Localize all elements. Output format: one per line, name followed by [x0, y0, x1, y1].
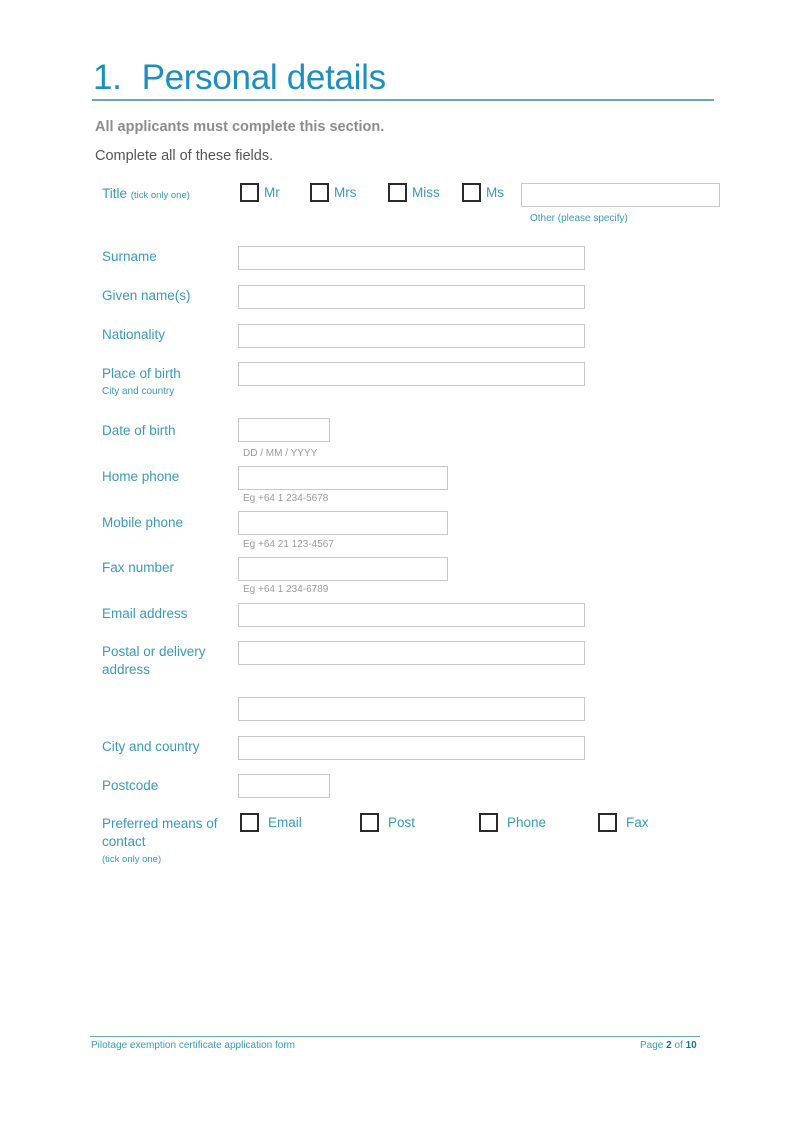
fax-number-label: Fax number: [102, 560, 175, 575]
postal-address-input-line1[interactable]: [238, 641, 585, 665]
page-prefix: Page: [640, 1040, 664, 1051]
postal-address-label-line1: Postal or delivery: [102, 644, 206, 659]
date-of-birth-label: Date of birth: [102, 423, 176, 438]
preferred-contact-label-line1: Preferred means of: [102, 816, 218, 831]
place-of-birth-input[interactable]: [238, 362, 585, 386]
home-phone-label: Home phone: [102, 469, 180, 484]
fax-number-input[interactable]: [238, 557, 448, 581]
fax-number-hint: Eg +64 1 234-6789: [243, 584, 329, 595]
contact-post-label: Post: [388, 815, 416, 830]
given-names-label: Given name(s): [102, 288, 191, 303]
page-title: [93, 58, 386, 98]
mobile-phone-hint: Eg +64 21 123-4567: [243, 539, 334, 550]
title-label-note: (tick only one): [130, 190, 190, 201]
email-address-input[interactable]: [238, 603, 585, 627]
contact-fax-checkbox[interactable]: [598, 813, 617, 832]
footer-divider: [90, 1036, 700, 1037]
home-phone-input[interactable]: [238, 466, 448, 490]
contact-phone-label: Phone: [507, 815, 547, 830]
nationality-input[interactable]: [238, 324, 585, 348]
title-ms-label: Ms: [486, 185, 504, 200]
title-mrs-checkbox[interactable]: [310, 183, 329, 202]
postal-address-input-line2[interactable]: [238, 697, 585, 721]
title-label-text: Title: [102, 186, 128, 201]
section-instruction: Complete all of these fields.: [95, 148, 274, 164]
city-country-label: City and country: [102, 739, 200, 754]
page-indicator: [640, 1040, 697, 1051]
contact-email-checkbox[interactable]: [240, 813, 259, 832]
surname-label: Surname: [102, 249, 157, 264]
home-phone-hint: Eg +64 1 234-5678: [243, 493, 329, 504]
postcode-input[interactable]: [238, 774, 330, 798]
contact-fax-label: Fax: [626, 815, 649, 830]
nationality-label: Nationality: [102, 327, 166, 342]
mobile-phone-input[interactable]: [238, 511, 448, 535]
place-of-birth-label: Place of birth: [102, 366, 181, 381]
title-ms-checkbox[interactable]: [462, 183, 481, 202]
title-divider: [92, 99, 714, 101]
city-country-input[interactable]: [238, 736, 585, 760]
postal-address-label-line2: address: [102, 662, 151, 677]
postcode-label: Postcode: [102, 778, 159, 793]
preferred-contact-label-line2: contact: [102, 834, 146, 849]
date-of-birth-input[interactable]: [238, 418, 330, 442]
mobile-phone-label: Mobile phone: [102, 515, 184, 530]
footer-doc-title: Pilotage exemption certificate application form: [91, 1040, 295, 1051]
title-label: [102, 185, 190, 205]
section-requirement: All applicants must complete this section.: [95, 119, 385, 135]
title-miss-checkbox[interactable]: [388, 183, 407, 202]
contact-email-label: Email: [268, 815, 302, 830]
date-of-birth-hint: DD / MM / YYYY: [243, 448, 318, 459]
title-mr-checkbox[interactable]: [240, 183, 259, 202]
given-names-input[interactable]: [238, 285, 585, 309]
section-title: Personal details: [141, 58, 386, 97]
contact-post-checkbox[interactable]: [360, 813, 379, 832]
section-number: 1.: [93, 58, 122, 97]
title-mrs-label: Mrs: [334, 185, 357, 200]
title-other-input[interactable]: [521, 183, 720, 207]
place-of-birth-sublabel: City and country: [102, 386, 175, 397]
surname-input[interactable]: [238, 246, 585, 270]
page-current: 2: [666, 1040, 672, 1051]
email-address-label: Email address: [102, 606, 188, 621]
title-miss-label: Miss: [412, 185, 440, 200]
contact-phone-checkbox[interactable]: [479, 813, 498, 832]
title-other-hint: Other (please specify): [530, 213, 628, 224]
page-of: of: [674, 1040, 683, 1051]
preferred-contact-note: (tick only one): [102, 854, 162, 865]
page-total: 10: [685, 1040, 697, 1051]
title-mr-label: Mr: [264, 185, 280, 200]
